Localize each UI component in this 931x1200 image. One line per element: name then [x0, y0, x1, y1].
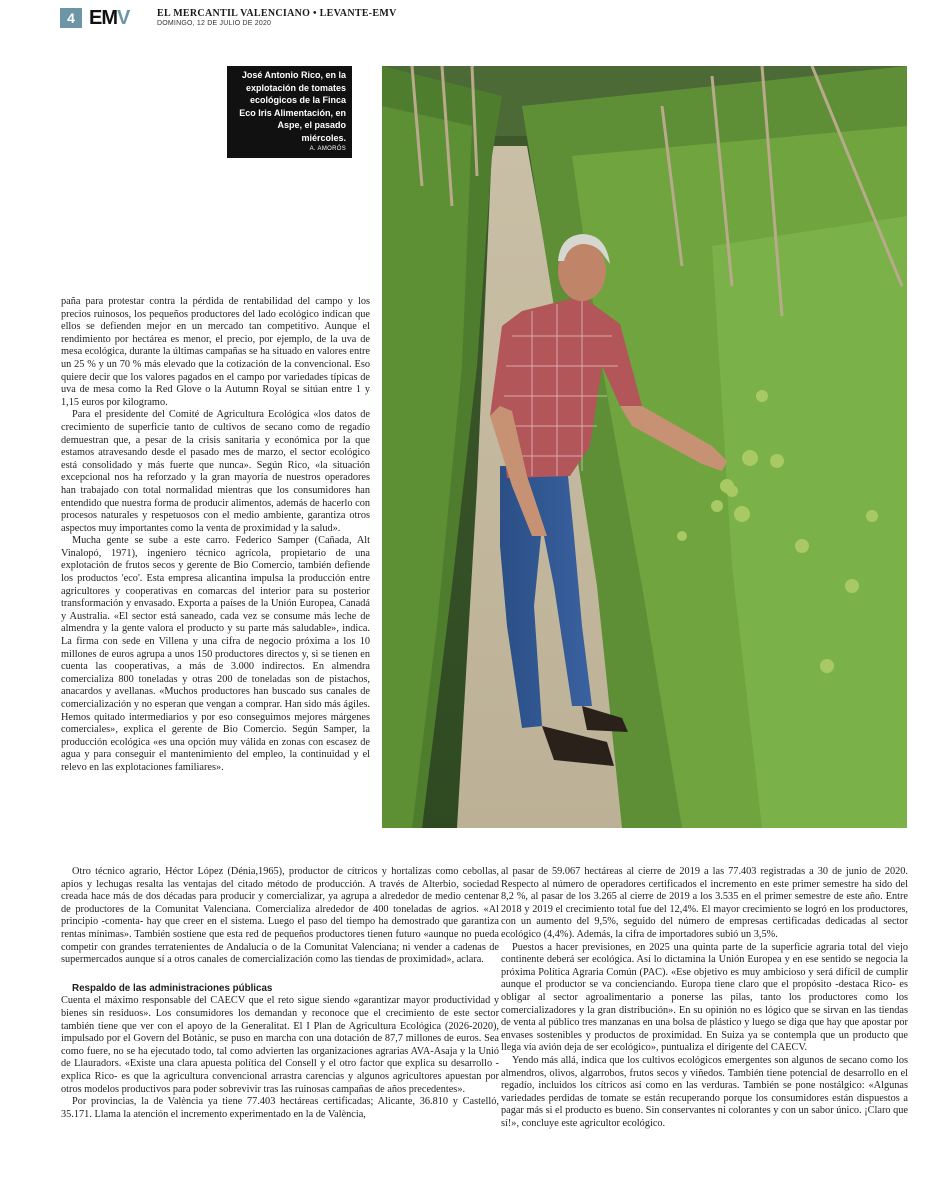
paragraph: Otro técnico agrario, Héctor López (Dénia,1965), productor de cítricos y hortalizas como cebollas, apios y lechugas resalta las ventajas del citado método de producción. A través de Alterbio, sociedad creada hace más de dos décadas para producir y comercializar, ya agrupa a alrededor de medio centenar de productores de la Comunitat Valenciana. Comercializa alrededor de 400 toneladas de agrios. «Al principio -comenta- hay que creer en el sistema. Luego el paso del tiempo ha demostrado que garantiza rentas mínimas». También sostiene que esta red de pequeños productores tienen futuro «aunque no pueda competir con grandes terratenientes de Andalucía o de la Comunitat Valenciana; ni vender a cadenas de supermercados aunque sí a otros canales de comercialización como las tiendas de proximidad», aclara.: [61, 866, 499, 966]
paragraph: paña para protestar contra la pérdida de rentabilidad del campo y los precios ruinosos, los pequeños productores del lado ecológico indican que ellos se defienden mejor en un mercado tan competitivo. Aunque el rendimiento por hectárea es menor, el precio, por ejemplo, de la uva de mesa ecológica, durante la últimas campañas se ha situado en valores entre un 25 % y un 70 % más elevado que la cotización de la convencional. Eso quiere decir que los valores pagados en el campo por variedades típicas de uva de mesa como la Red Glove o la Autumn Royal se sitúan entre 1 y 1,15 euros por kilogramo.: [61, 296, 370, 408]
article-column-3: [501, 866, 908, 1130]
article-column-1: [61, 296, 370, 775]
article-photo: [382, 66, 907, 828]
paragraph: al pasar de 59.067 hectáreas al cierre de 2019 a las 77.403 registradas a 30 de junio de 2020. Respecto al número de operadores certificados el incremento en este primer semestre ha sido del 8,2 %, al pasar de los 3.265 al cierre de 2019 a los 3.535 en el primer semestre de este año. Entre 2018 y 2019 el crecimiento total fue del 12,4%. El mayor crecimiento se logró en los productores, con un aumento del 9,5%, seguido del número de empresas certificadas dedicadas al sector ecológico (4,4%). Además, la cifra de importadores subió un 3,5%.: [501, 866, 908, 940]
newspaper-title: EL MERCANTIL VALENCIANO • LEVANTE-EMV: [157, 8, 397, 19]
paragraph: Por provincias, la de València ya tiene 77.403 hectáreas certificadas; Alicante, 36.810 y Castelló, 35.171. Llama la atención el incremento experimentado en la de València,: [61, 1096, 499, 1120]
page-header: [60, 8, 920, 32]
article-column-2: [61, 866, 499, 1121]
caption-text: José Antonio Rico, en la explotación de tomates ecológicos de la Finca Eco Iris Alimentación, en Aspe, el pasado miércoles.: [239, 70, 346, 143]
paragraph: Para el presidente del Comité de Agricultura Ecológica «los datos de crecimiento de superficie tanto de cultivos de secano como de regadío demuestran que, a pesar de la crisis sanitaria y económica por la que estamos atravesando desde el pasado mes de marzo, el sector ecológico está consolidado y más fuerte que nunca». Según Rico, «la situación excepcional nos ha reforzado y la gran mayoría de nuestros operadores han trabajado con total normalidad mientras que los consumidores han entendido que nuestra forma de producir alimentos, además de hacerlo con procesos naturales y respetuosos con el medio ambiente, garantiza otros aspectos muy importantes como la venta de proximidad y la salud».: [61, 409, 370, 534]
section-subheading: Respaldo de las administraciones públicas: [72, 982, 273, 994]
paragraph: Puestos a hacer previsiones, en 2025 una quinta parte de la superficie agraria total del viejo continente deberá ser ecológica. Así lo dictamina la Unión Europea y en ese sentido se negocia la próxima Política Agraria Común (PAC). «Ese objetivo es muy ambicioso y será difícil de cumplir aunque el productor se va concienciando. Europa tiene claro que el propósito -destaca Rico- es obligar al sector agroalimentario a ponerse las pilas, tanto los productores como los comercializadores y la gran distribución». En su opinión no es lógico que se sirvan en las tiendas de venta al público tres manzanas en una bolsa de plástico y luego se diga que hay que apostar por envases sostenibles y productos de proximidad. En Suiza ya se contempla que un producto que llega vía avión deja de ser ecológico», puntualiza el dirigente del CAECV.: [501, 941, 908, 1054]
logo-letters: EM: [89, 7, 117, 29]
paragraph: Cuenta el máximo responsable del CAECV que el reto sigue siendo «garantizar mayor productividad y bienes sin residuos». Los consumidores los demandan y reconoce que el crecimiento de este sector también tiene que ver con el apoyo de la Generalitat. El I Plan de Agricultura Ecológica (2026-2020), impulsado por el Govern del Botànic, se puso en marcha con una dotación de 87,7 millones de euros. Sea como fuere, no se ha ejecutado todo, tal como advierten las organizaciones agrarias AVA-Asaja y la Unió de Llauradors. «Existe una clara apuesta política del Consell y el otro factor que explica su desarrollo -explica Rico- es que la agricultura convencional arrastra carencias y algunos agricultores apuestan por otros modelos productivos para poder sobrevivir tras las ruinosas campañas de años precedentes».: [61, 995, 499, 1095]
paragraph: Yendo más allá, indica que los cultivos ecológicos emergentes son algunos de secano como los almendros, olivos, algarrobos, frutos secos y viñedos. También tiene potencial de desarrollo en el regadío, incluidos los cítricos así como en las verduras. También se pone nostálgico: «Algunas variedades perdidas de tomate se están recuperando porque los consumidores están dispuestos a pagar más si el producto es bueno. Sin conservantes ni colorantes y con un sabor único. ¡Claro que sí!», concluye este agricultor ecológico.: [501, 1054, 908, 1129]
paragraph: Mucha gente se sube a este carro. Federico Samper (Cañada, Alt Vinalopó, 1971), ingeniero técnico agrícola, propietario de una explotación de frutos secos y gerente de Bio Comercio, también defiende los productos 'eco'. Esta empresa alicantina impulsa la producción entre agricultores y cooperativas en comarcas del interior para su posterior transformación y envasado. Exporta a países de la Unión Europea, Canadá y Australia. «El sector está saneado, cada vez se consume más leche de almendra y la gente valora el producto y su parte más saludable», indica. La firma con sede en Villena y una cifra de negocio próxima a los 10 millones de euros agrupa a unos 150 productores directos y, si se tienen en cuenta las cooperativas, a más de 3.000 indirectos. En almendra comercializa 800 toneladas y otras 200 de toneladas son de pistachos, anacardos y avellanas. «Muchos productores han buscado sus canales de comercialización y no esperan que vengan a comprar. Han sido más ágiles. Hemos quitado intermediarios y por eso conseguimos mejores márgenes comerciales», explica el gerente de Bio Comercio. Según Samper, la producción ecológica «es una opción muy válida en zonas con escasez de agua y para conseguir el mantenimiento del empleo, la continuidad y el relevo en las explotaciones familiares».: [61, 535, 370, 773]
page-number: 4: [60, 8, 82, 28]
photo-credit: A. AMORÓS: [309, 146, 346, 152]
photo-caption: [227, 66, 352, 158]
newspaper-logo: [89, 8, 129, 28]
issue-date: DOMINGO, 12 DE JULIO DE 2020: [157, 20, 272, 27]
farmer-field-illustration: [382, 66, 907, 828]
logo-letter-v: V: [117, 7, 130, 29]
